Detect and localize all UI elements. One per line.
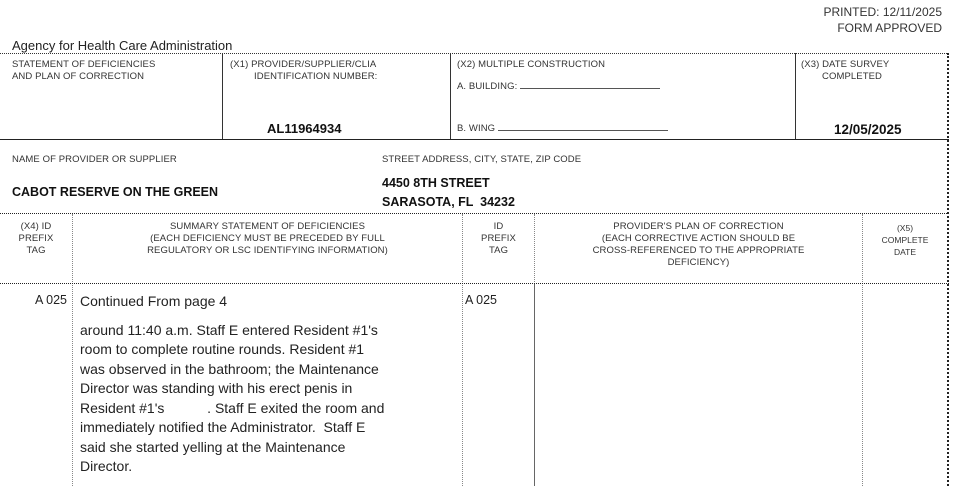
x2-label: (X2) MULTIPLE CONSTRUCTION <box>457 59 606 70</box>
col-header-id-line3: TAG <box>488 245 509 256</box>
col-header-complete <box>863 222 947 258</box>
building-input[interactable] <box>520 79 660 89</box>
prefix-tag-cell: A 025 <box>35 293 67 307</box>
statement-label-line2: AND PLAN OF CORRECTION <box>12 71 145 82</box>
summary-line: Resident #1's . Staff E exited the room and <box>80 399 385 416</box>
statement-label <box>12 59 155 83</box>
x1-label-line2: IDENTIFICATION NUMBER: <box>254 71 378 82</box>
printed-date: PRINTED: 12/11/2025 <box>823 5 942 19</box>
summary-line: room to complete routine rounds. Resident #1 <box>80 341 365 357</box>
x2-building-field <box>457 79 660 93</box>
col-header-x4-line3: TAG <box>26 245 46 256</box>
provider-name-value: CABOT RESERVE ON THE GREEN <box>12 185 219 199</box>
survey-date-value: 12/05/2025 <box>834 122 902 137</box>
x3-label-line2: COMPLETED <box>822 71 883 82</box>
wing-input[interactable] <box>498 121 668 131</box>
col-header-complete-line3: DATE <box>893 247 917 257</box>
summary-line: around 11:40 a.m. Staff E entered Resident #1's <box>80 321 378 338</box>
provider-band-bottom-border <box>0 213 949 214</box>
summary-line: immediately notified the Administrator. Staff E <box>80 419 366 435</box>
summary-line: said she started yelling at the Maintenance <box>80 438 346 455</box>
divider-x3 <box>795 53 796 140</box>
provider-prefix-tag-cell: A 025 <box>465 293 497 307</box>
col-header-complete-line2: COMPLETE <box>881 235 929 245</box>
x2-building-label: A. BUILDING: <box>457 81 518 92</box>
complete-date-cell <box>866 292 944 482</box>
summary-line: was observed in the bathroom; the Maintenance <box>80 360 379 377</box>
col-header-plan-line3: CROSS-REFERENCED TO THE APPROPRIATE <box>592 245 805 256</box>
divider-x2 <box>450 53 451 140</box>
col-header-summary-line1: SUMMARY STATEMENT OF DEFICIENCIES <box>169 221 366 232</box>
x2-wing-label: B. WING <box>457 123 496 134</box>
summary-text <box>80 321 460 477</box>
summary-line: Director was standing with his erect penis in <box>80 380 353 396</box>
summary-cell <box>80 292 460 477</box>
continued-note: Continued From page 4 <box>80 293 228 309</box>
top-box-right-border <box>947 53 949 486</box>
col-header-plan <box>535 221 862 269</box>
col-header-plan-line2: (EACH CORRECTIVE ACTION SHOULD BE <box>601 233 796 244</box>
top-box-bottom-border <box>0 139 949 140</box>
top-box-top-border <box>0 53 949 54</box>
form-approved: FORM APPROVED <box>837 21 942 35</box>
provider-id-value: AL11964934 <box>267 121 342 136</box>
col-header-id-line2: PREFIX <box>481 233 516 244</box>
address-line2: SARASOTA, FL 34232 <box>382 195 515 209</box>
col-header-x4-line1: (X4) ID <box>20 221 52 232</box>
address-line1: 4450 8TH STREET <box>382 176 490 190</box>
col-header-id-prefix <box>463 221 534 257</box>
plan-of-correction-cell <box>540 292 858 482</box>
col-header-plan-line4: DEFICIENCY) <box>667 257 730 268</box>
col-header-x4 <box>0 221 72 257</box>
col-header-summary <box>73 221 462 257</box>
provider-name-label: NAME OF PROVIDER OR SUPPLIER <box>12 154 177 165</box>
address-label: STREET ADDRESS, CITY, STATE, ZIP CODE <box>382 154 582 165</box>
col-header-plan-line1: PROVIDER'S PLAN OF CORRECTION <box>613 221 784 232</box>
x3-label-line1: (X3) DATE SURVEY <box>801 59 890 70</box>
col-header-x4-line2: PREFIX <box>18 233 54 244</box>
x3-label <box>801 59 889 83</box>
x2-wing-field <box>457 121 668 135</box>
agency-title: Agency for Health Care Administration <box>12 38 233 53</box>
summary-line: Director. <box>80 458 133 474</box>
statement-label-line1: STATEMENT OF DEFICIENCIES <box>12 59 156 70</box>
col-header-id-line1: ID <box>493 221 504 232</box>
table-header-bottom-border <box>0 283 949 284</box>
divider-col3-body <box>534 284 535 486</box>
x1-label <box>230 59 377 83</box>
col-header-complete-line1: (X5) <box>896 223 914 233</box>
divider-x1 <box>222 53 223 140</box>
x1-label-line1: (X1) PROVIDER/SUPPLIER/CLIA <box>230 59 377 70</box>
col-header-summary-line2: (EACH DEFICIENCY MUST BE PRECEDED BY FULL <box>150 233 385 244</box>
col-header-summary-line3: REGULATORY OR LSC IDENTIFYING INFORMATION) <box>147 245 388 256</box>
